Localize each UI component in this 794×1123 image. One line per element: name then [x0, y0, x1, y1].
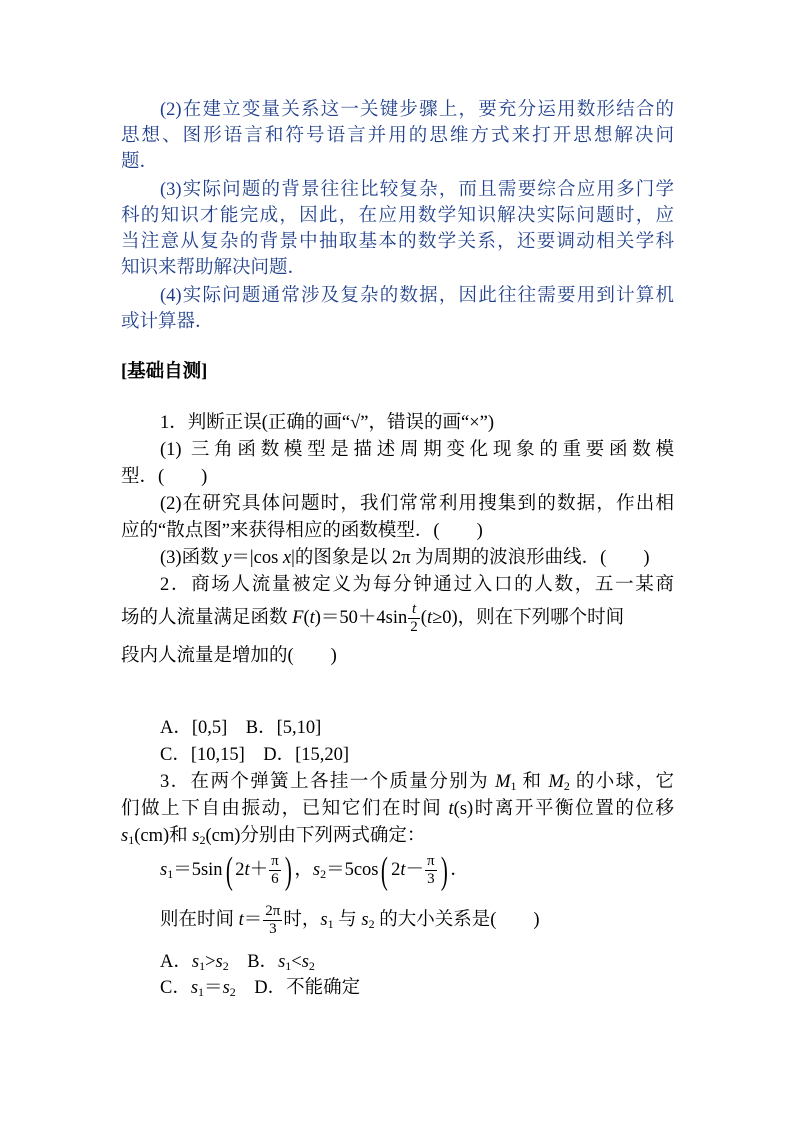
q3-formula-in1-b: ＋	[249, 860, 269, 880]
q3-formula-eq2: ＝5cos	[326, 860, 379, 880]
q2-options-row1: A．[0,5] B．[5,10]	[160, 718, 322, 738]
q2-fraction-numerator: t	[408, 601, 420, 619]
q3-options-row1	[160, 950, 315, 974]
q3-var-t: t	[448, 799, 454, 819]
q3-optA-sub1: 1	[199, 959, 206, 973]
left-paren-icon: (	[381, 849, 389, 892]
q3-ask-eq: ＝	[243, 910, 263, 930]
q3-options-row2	[160, 976, 360, 1000]
q3-sub-1: 1	[510, 779, 517, 793]
q2-text-b: (	[303, 608, 310, 628]
q2-var-t2: t	[426, 608, 433, 628]
q3-formula-sub2: 2	[320, 867, 327, 881]
q3-formula-fraction2	[425, 853, 437, 888]
q3-formula-sep: ，	[294, 860, 313, 880]
q3-formula-in1-a: 2	[235, 860, 245, 880]
q3-line2	[121, 797, 674, 821]
q3-formula-in2-b: －	[405, 860, 425, 880]
q3-l2-text-b: (s)时离开平衡位置的位移	[453, 799, 674, 819]
q3-l1-text-a: 3．在两个弹簧上各挂一个质量分别为	[160, 772, 496, 792]
q3-ask	[160, 898, 540, 942]
q3-formula-end: ．	[450, 860, 469, 880]
q3-optA-label: A．	[160, 952, 192, 972]
q3-formula-in2-t: t	[400, 860, 406, 880]
intro-p3-line3: 当注意从复杂的背景中抽取基本的数学关系，还要调动相关学科	[121, 232, 674, 252]
q3-line3	[121, 824, 425, 848]
intro-p2-line2: 思想、图形语言和符号语言并用的思维方式来打开思想解决问	[121, 126, 674, 146]
q2-fraction-denominator: 2	[410, 619, 418, 636]
q3-optA-op: >	[205, 952, 216, 972]
q3-ask-text-a: 则在时间	[160, 910, 239, 930]
right-paren-icon: )	[440, 849, 448, 892]
q3-var-M1: M	[495, 772, 511, 792]
q1-item2-line2: 应的“散点图”来获得相应的函数模型．( )	[121, 521, 483, 541]
q3-ask-frac-den: 3	[269, 921, 277, 938]
q2-line1: 2．商场人流量被定义为每分钟通过入口的人数，五一某商	[160, 575, 674, 595]
q3-optB-s2: s	[301, 952, 309, 972]
q1-item3-text-e: |的图象是以 2π 为周期的波浪形曲线．( )	[291, 548, 650, 568]
q3-l1-text-b: 和	[516, 772, 549, 792]
q3-frac1-num: π	[271, 853, 279, 870]
q3-formula-sub1: 1	[167, 867, 174, 881]
q1-item2-line1: (2)在研究具体问题时，我们常常利用搜集到的数据，作出相	[160, 494, 674, 514]
q2-text-d: (	[420, 608, 427, 628]
q3-optC-label: C．	[160, 978, 191, 998]
q1-item3-text-a: (3)函数	[160, 548, 224, 568]
q3-ask-sub1: 1	[327, 917, 334, 931]
q1-item3	[160, 546, 650, 570]
q2-var-t: t	[309, 608, 315, 628]
q3-var-M2: M	[548, 772, 564, 792]
q2-fraction	[408, 601, 420, 636]
q3-frac1-den: 6	[271, 871, 279, 888]
q1-item3-var-y: y	[223, 548, 232, 568]
q3-l3-text-b: (cm)分别由下列两式确定：	[205, 826, 426, 846]
q1-stem: 1．判断正误(正确的画“√”，错误的画“×”)	[160, 413, 495, 433]
q3-formula-eq1: ＝5sin	[173, 860, 223, 880]
q1-item1-line1: (1) 三角函数模型是描述周期变化现象的重要函数模	[160, 440, 674, 460]
q3-l1-text-c: 的小球，它	[569, 772, 674, 792]
intro-p2-line3: 题．	[121, 152, 159, 172]
q3-optD: D．不能确定	[235, 978, 361, 998]
intro-p3-line4: 知识来帮助解决问题．	[121, 258, 307, 278]
q1-item3-text-c: ＝|cos	[231, 548, 283, 568]
q3-formula-s2: s	[312, 860, 321, 880]
q3-ask-sub2: 2	[368, 917, 375, 931]
q3-formula-fraction1	[269, 853, 281, 888]
q2-text-a: 场的人流量满足函数	[121, 608, 293, 628]
q3-var-s1: s	[121, 826, 129, 846]
q3-formula-s1: s	[160, 860, 168, 880]
q3-ask-fraction	[263, 903, 282, 938]
q3-optA-s1: s	[191, 952, 200, 972]
q3-frac2-den: 3	[427, 871, 435, 888]
intro-p2-line1: (2)在建立变量关系这一关键步骤上，要充分运用数形结合的	[160, 100, 674, 120]
q3-optC-s1: s	[190, 978, 199, 998]
q3-ask-s1: s	[320, 910, 328, 930]
q3-line1	[160, 770, 674, 794]
left-paren-icon: (	[225, 849, 233, 892]
q2-text-c: )＝50＋4sin	[314, 608, 408, 628]
q3-optB-op: <	[291, 952, 302, 972]
intro-p4-line2: 或计算器．	[121, 312, 214, 332]
q3-optC-sub2: 2	[229, 985, 236, 999]
q3-l2-text-a: 们做上下自由振动，已知它们在时间	[121, 799, 449, 819]
q3-optB-sub1: 1	[285, 959, 292, 973]
q3-optC-op: ＝	[204, 978, 223, 998]
intro-p3-line2: 科的知识才能完成，因此，在应用数学知识解决实际问题时，应	[121, 206, 674, 226]
q1-item3-var-x: x	[282, 548, 292, 568]
q3-var-s2: s	[192, 826, 200, 846]
q3-ask-text-d: 的大小关系是( )	[374, 910, 540, 930]
q3-optC-s2: s	[222, 978, 230, 998]
q3-l3-text-a: (cm)和	[134, 826, 193, 846]
q3-optA-sub2: 2	[222, 959, 229, 973]
q3-optB-label: B．	[228, 952, 279, 972]
section-title: [基础自测]	[121, 362, 208, 382]
q3-sub-2: 2	[563, 779, 570, 793]
right-paren-icon: )	[284, 849, 292, 892]
intro-p4-line1: (4)实际问题通常涉及复杂的数据，因此往往需要用到计算机	[160, 286, 674, 306]
q3-formula-in1-t: t	[244, 860, 250, 880]
q3-frac2-num: π	[427, 853, 435, 870]
q3-ask-var-t: t	[238, 910, 244, 930]
q2-line2	[121, 598, 624, 638]
q3-optC-sub1: 1	[198, 985, 205, 999]
q2-line3: 段内人流量是增加的( )	[121, 646, 337, 666]
q3-optB-s1: s	[278, 952, 286, 972]
q3-formula	[160, 848, 469, 892]
q1-item1-line2: 型．( )	[121, 467, 208, 487]
intro-p3-line1: (3)实际问题的背景往往比较复杂，而且需要综合应用多门学	[160, 180, 674, 200]
q3-ask-text-b: 时，	[283, 910, 321, 930]
q3-ask-frac-num: 2π	[265, 903, 281, 920]
q2-var-F: F	[292, 608, 304, 628]
q3-optB-sub2: 2	[308, 959, 315, 973]
q3-l3-sub-2: 2	[199, 833, 206, 847]
q2-text-e: ≥0)，则在下列哪个时间	[432, 608, 625, 628]
q3-l3-sub-1: 1	[128, 833, 135, 847]
q3-optA-s2: s	[215, 952, 223, 972]
q2-options-row2: C．[10,15] D．[15,20]	[160, 745, 350, 765]
q3-ask-s2: s	[361, 910, 369, 930]
q3-ask-text-c: 与	[333, 910, 362, 930]
q3-formula-in2-a: 2	[391, 860, 401, 880]
